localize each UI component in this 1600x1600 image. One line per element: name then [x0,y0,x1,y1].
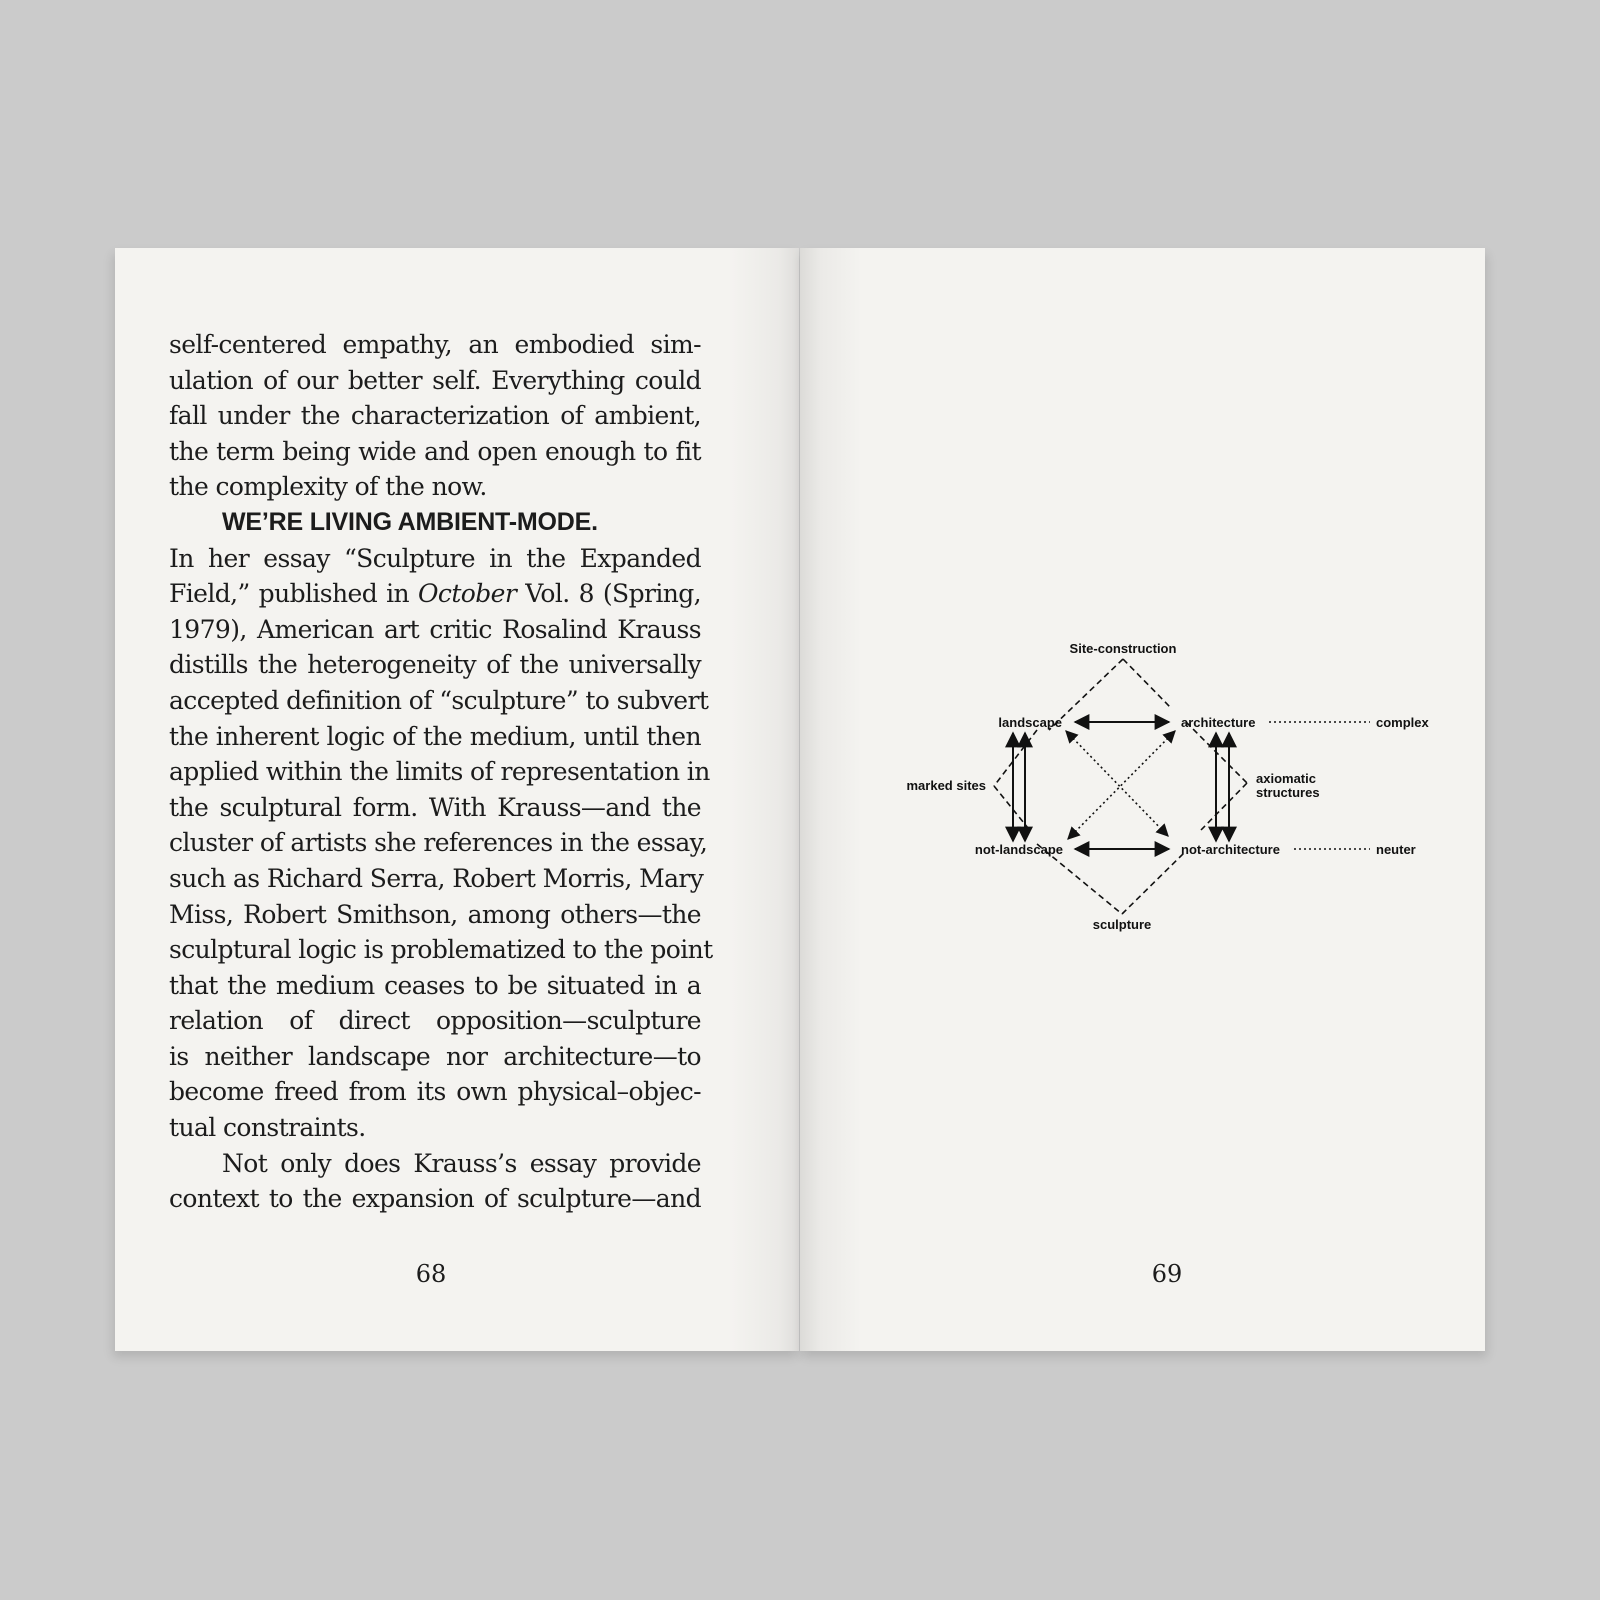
text-line: the complexity of the now. [169,472,487,502]
klein-group-diagram [800,248,1485,1351]
text-line: accepted definition of “sculpture” to subvert [169,685,709,715]
section-heading: WE’RE LIVING AMBIENT-MODE. [222,507,598,536]
text-line: is neither landscape nor architecture—to [169,1041,701,1071]
outline-right-lower [1201,783,1247,830]
label-not-landscape: not-landscape [974,842,1063,857]
text-line: the term being wide and open enough to fit [169,436,701,466]
label-architecture: architecture [1181,715,1256,730]
text-line: context to the expansion of sculpture—and [169,1184,701,1214]
journal-title: October [418,579,517,609]
text-line: become freed from its own physical–objec- [169,1077,701,1107]
outline-left-upper [994,730,1037,786]
text-line: 1979), American art critic Rosalind Krauss [169,614,701,644]
label-neuter: neuter [1376,842,1416,857]
label-landscape: landscape [998,715,1062,730]
label-structures: structures [1256,785,1320,800]
text-line: tual constraints. [169,1113,366,1143]
label-complex: complex [1376,715,1429,730]
dashed-outline [994,659,1247,914]
text-line: cluster of artists she references in the essay, [169,828,708,858]
text-line: In her essay “Sculpture in the Expanded [169,543,701,573]
outline-left-lower [994,786,1028,828]
text-line: the inherent logic of the medium, until then [169,721,701,751]
right-page [800,248,1485,1351]
label-site-construction: Site-construction [1069,641,1177,656]
text-line: relation of direct opposition—sculpture [169,1006,701,1036]
text-line: such as Richard Serra, Robert Morris, Mary [169,863,704,893]
page-number: 69 [1151,1260,1183,1288]
arrow-diagonal-2 [1068,731,1175,839]
outline-bottom-right [1122,851,1186,914]
text-segment: Vol. 8 (Spring, [525,579,701,609]
label-axiomatic: axiomatic [1256,771,1316,786]
text-line: self-centered empathy, an embodied sim- [169,330,701,359]
text-line: ulation of our better self. Everything could [169,365,701,395]
text-line: that the medium ceases to be situated in a [169,970,701,1000]
text-segment: Field,” published in [169,579,410,609]
page-number: 68 [415,1260,447,1288]
text-line: distills the heterogeneity of the universally [169,650,701,680]
outline-top-right [1123,659,1170,707]
arrow-diagonal-1 [1066,731,1168,836]
label-marked-sites: marked sites [906,778,986,793]
text-line: Miss, Robert Smithson, among others—the [169,899,701,929]
text-line: the sculptural form. With Krauss—and the [169,792,701,822]
body-text [169,327,713,1217]
text-line: fall under the characterization of ambient, [169,401,701,431]
text-line-mixed [169,576,701,612]
label-not-architecture: not-architecture [1181,842,1280,857]
left-page [115,248,799,1351]
text-line: sculptural logic is problematized to the point [169,935,713,965]
text-line: Not only does Krauss’s essay provide [222,1148,701,1178]
label-sculpture: sculpture [1092,917,1152,932]
text-line: applied within the limits of representation in [169,757,710,787]
